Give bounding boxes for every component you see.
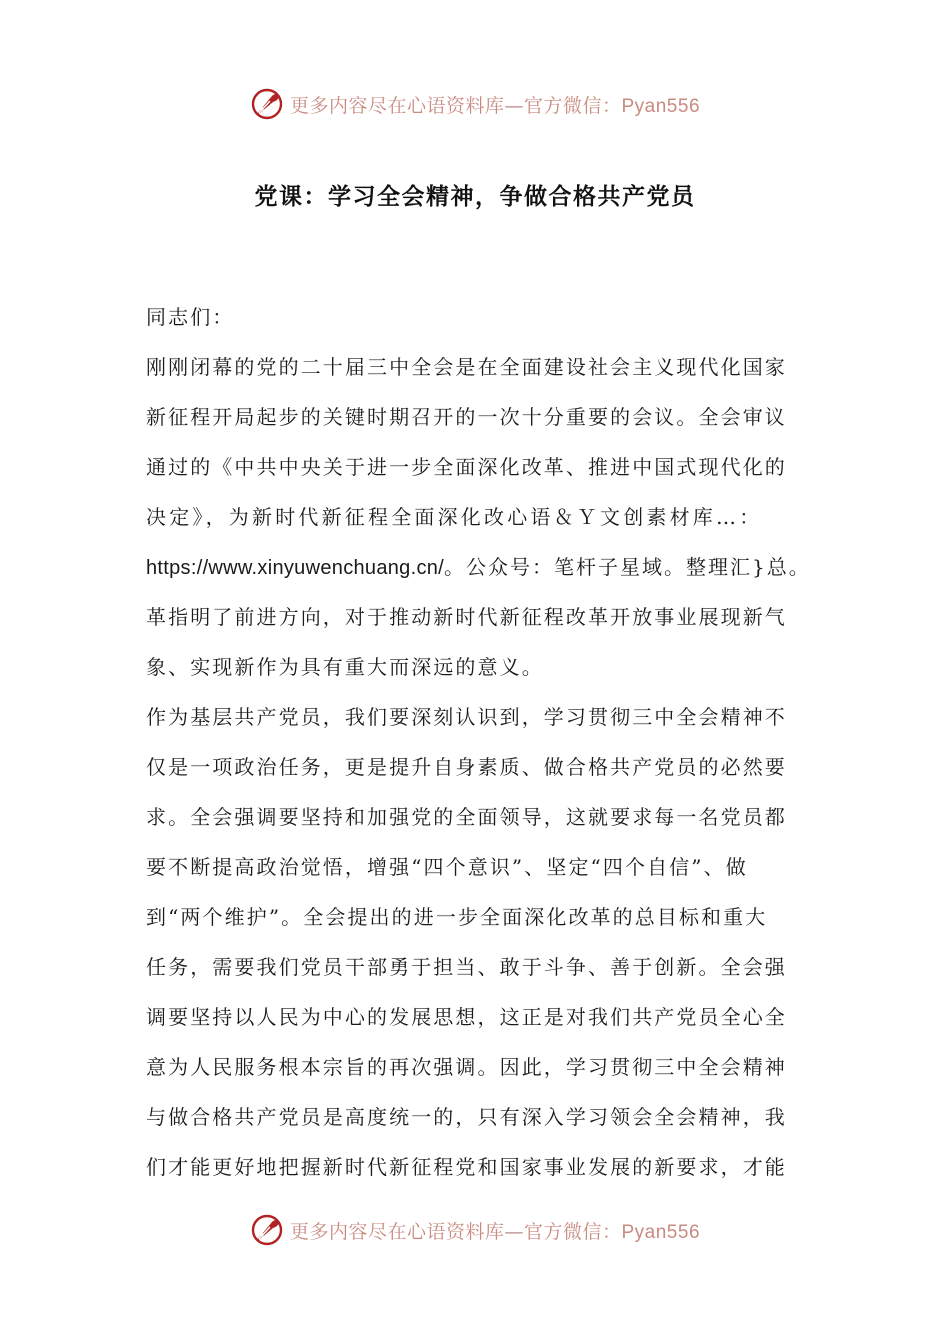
- paragraph-line: 通过的《中共中央关于进一步全面深化改革、推进中国式现代化的: [146, 455, 787, 479]
- paragraph-line: 新征程开局起步的关键时期召开的一次十分重要的会议。全会审议: [146, 405, 787, 429]
- header-watermark: [0, 82, 950, 126]
- paragraph-line: 作为基层共产党员，我们要深刻认识到，学习贯彻三中全会精神不: [146, 705, 787, 729]
- salutation: 同志们：: [146, 305, 235, 329]
- source-url: https://www.xinyuwenchuang.cn/: [146, 557, 445, 579]
- paragraph-line: 革指明了前进方向，对于推动新时代新征程改革开放事业展现新气: [146, 605, 787, 629]
- quill-pen-logo-icon: [250, 87, 284, 121]
- paragraph-line: 们才能更好地把握新时代新征程党和国家事业发展的新要求，才能: [146, 1155, 787, 1179]
- paragraph-line: 与做合格共产党员是高度统一的，只有深入学习领会全会精神，我: [146, 1105, 787, 1129]
- public-account-note: 。公众号：笔杆子星域。整理汇}总。: [444, 555, 811, 579]
- paragraph-line: 任务，需要我们党员干部勇于担当、敢于斗争、善于创新。全会强: [146, 955, 787, 979]
- paragraph-line: 调要坚持以人民为中心的发展思想，这正是对我们共产党员全心全: [146, 1005, 787, 1029]
- watermark-text: 更多内容尽在心语资料库—官方微信：Pyan556: [289, 1220, 701, 1243]
- paragraph-line: 象、实现新作为具有重大而深远的意义。: [146, 655, 544, 679]
- paragraph-line: 决定》，为新时代新征程全面深化改心语＆Ｙ文创素材库…：: [146, 505, 763, 529]
- footer-watermark: [0, 1208, 950, 1252]
- page-title: 党课：学习全会精神，争做合格共产党员: [254, 184, 696, 210]
- paragraph-line-url: [146, 542, 811, 592]
- quill-pen-logo-icon: [250, 1213, 284, 1247]
- paragraph-line: 求。全会强调要坚持和加强党的全面领导，这就要求每一名党员都: [146, 805, 787, 829]
- paragraph-line: 意为人民服务根本宗旨的再次强调。因此，学习贯彻三中全会精神: [146, 1055, 787, 1079]
- paragraph-line: 刚刚闭幕的党的二十届三中全会是在全面建设社会主义现代化国家: [146, 355, 787, 379]
- document-body: [146, 292, 811, 1192]
- paragraph-line: 要不断提高政治觉悟，增强“四个意识”、坚定“四个自信”、做: [146, 855, 748, 879]
- paragraph-line: 仅是一项政治任务，更是提升自身素质、做合格共产党员的必然要: [146, 755, 787, 779]
- watermark-text: 更多内容尽在心语资料库—官方微信：Pyan556: [289, 94, 701, 117]
- paragraph-line: 到“两个维护”。全会提出的进一步全面深化改革的总目标和重大: [146, 905, 768, 929]
